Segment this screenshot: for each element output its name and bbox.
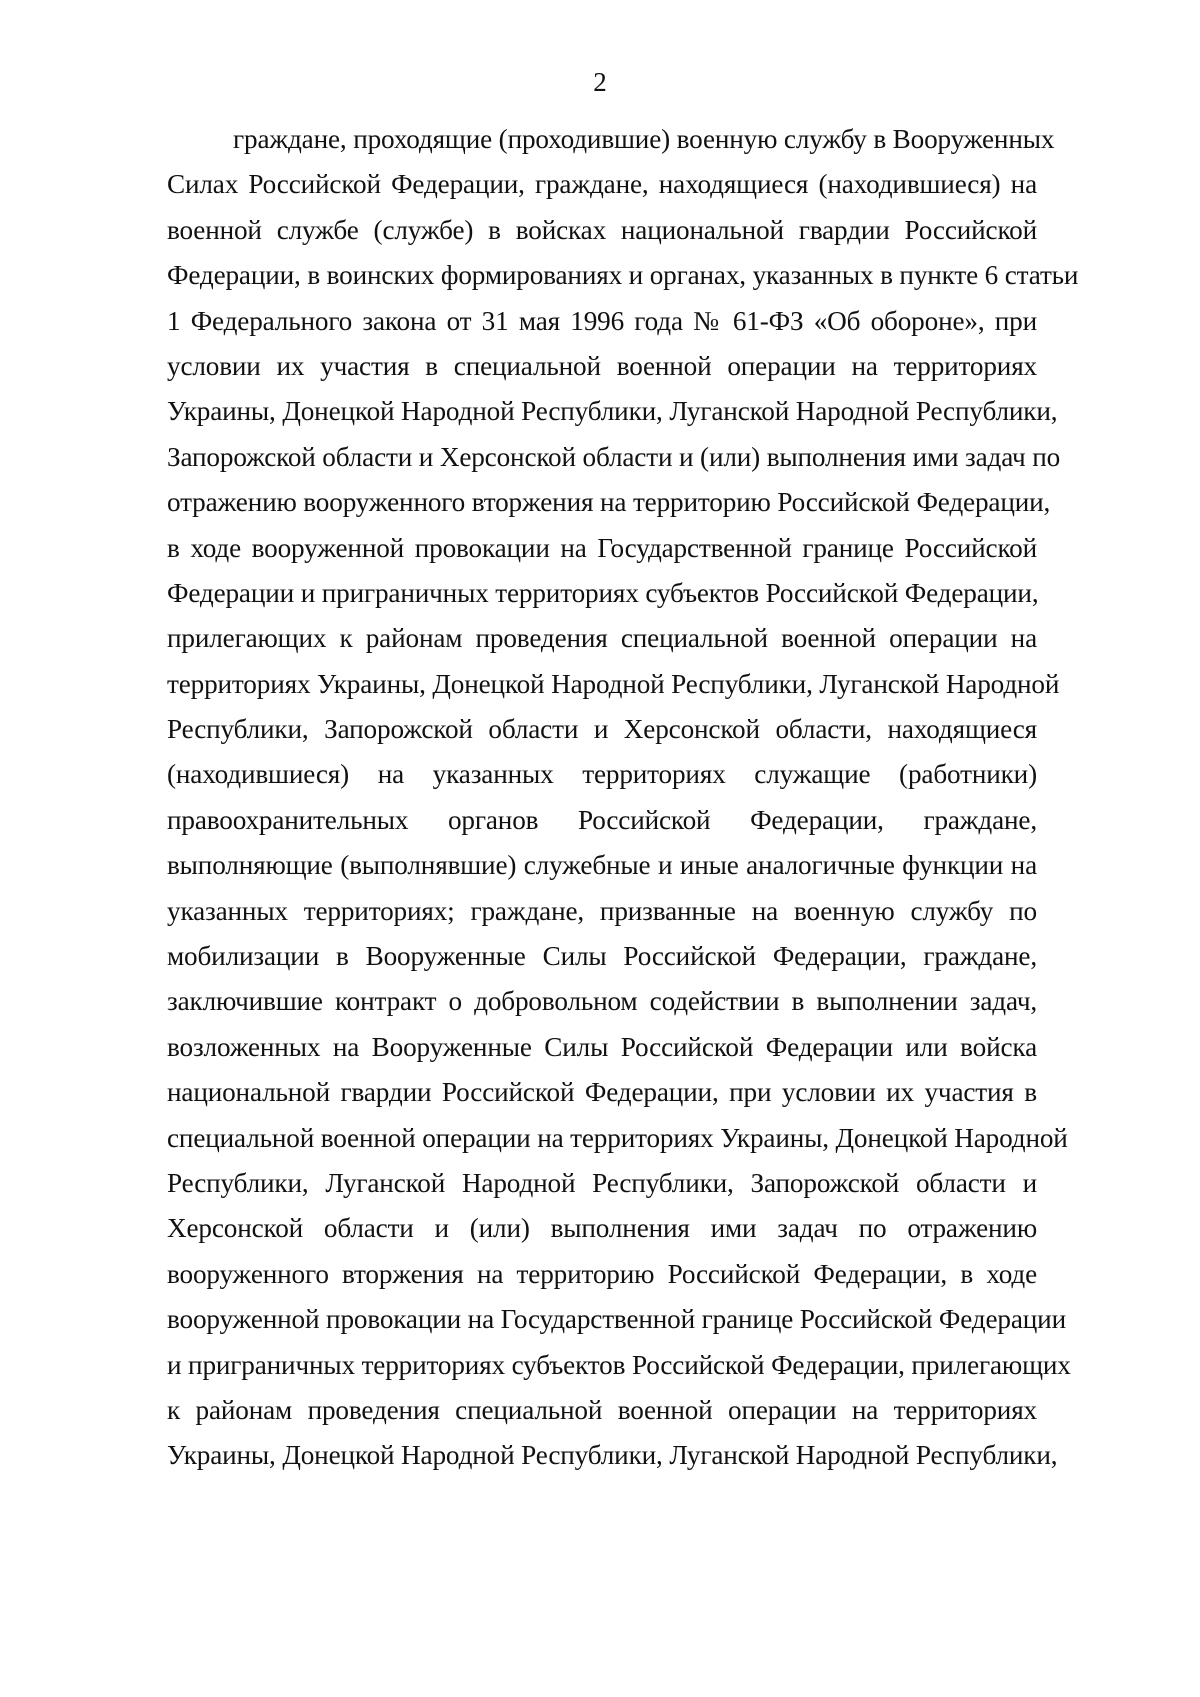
text-line: Силах Российской Федерации, граждане, находящиеся (находившиеся) на: [167, 169, 1037, 200]
text-line: Запорожской области и Херсонской области и (или) выполнения ими задач по: [167, 441, 1061, 472]
text-line: вооруженной провокации на Государственной границе Российской Федерации: [167, 1304, 1066, 1335]
text-line: и приграничных территориях субъектов Российской Федерации, прилегающих: [167, 1349, 1071, 1380]
text-line: выполняющие (выполнявшие) служебные и иные аналогичные функции на: [167, 850, 1037, 881]
text-line: Федерации и приграничных территориях субъектов Российской Федерации,: [167, 577, 1039, 608]
text-line: специальной военной операции на территориях Украины, Донецкой Народной: [167, 1122, 1068, 1153]
page-number: 2: [593, 67, 607, 97]
document-body-paragraph: [167, 117, 1079, 1479]
text-line: правоохранительных органов Российской Федерации, граждане,: [167, 804, 1037, 835]
text-line: прилегающих к районам проведения специальной военной операции на: [167, 623, 1037, 654]
text-line: указанных территориях; граждане, призванные на военную службу по: [167, 895, 1037, 926]
text-line: Украины, Донецкой Народной Республики, Луганской Народной Республики,: [167, 1440, 1058, 1471]
text-line: (находившиеся) на указанных территориях служащие (работники): [167, 759, 1037, 790]
text-line: отражению вооруженного вторжения на территорию Российской Федерации,: [167, 487, 1051, 518]
text-line: Херсонской области и (или) выполнения ими задач по отражению: [167, 1213, 1037, 1244]
text-line: возложенных на Вооруженные Силы Российской Федерации или войска: [167, 1031, 1037, 1062]
text-line: Республики, Луганской Народной Республики, Запорожской области и: [167, 1167, 1037, 1198]
text-line: в ходе вооруженной провокации на Государственной границе Российской: [167, 532, 1037, 563]
text-line: Республики, Запорожской области и Херсонской области, находящиеся: [167, 714, 1037, 745]
text-line: к районам проведения специальной военной операции на территориях: [167, 1394, 1037, 1425]
text-line: национальной гвардии Российской Федерации, при условии их участия в: [167, 1077, 1037, 1108]
text-line: Федерации, в воинских формированиях и органах, указанных в пункте 6 статьи: [167, 260, 1079, 291]
text-line: военной службе (службе) в войсках национальной гвардии Российской: [167, 214, 1037, 245]
text-line: заключившие контракт о добровольном содействии в выполнении задач,: [167, 986, 1037, 1017]
text-line: вооруженного вторжения на территорию Российской Федерации, в ходе: [167, 1258, 1037, 1289]
text-line: 1 Федерального закона от 31 мая 1996 года № 61-ФЗ «Об обороне», при: [167, 305, 1037, 336]
text-line: граждане, проходящие (проходившие) военную службу в Вооруженных: [233, 124, 1055, 154]
text-line: территориях Украины, Донецкой Народной Республики, Луганской Народной: [167, 668, 1060, 699]
text-line: условии их участия в специальной военной операции на территориях: [167, 350, 1037, 381]
text-line: мобилизации в Вооруженные Силы Российской Федерации, граждане,: [167, 941, 1037, 972]
text-line: Украины, Донецкой Народной Республики, Луганской Народной Республики,: [167, 396, 1058, 427]
